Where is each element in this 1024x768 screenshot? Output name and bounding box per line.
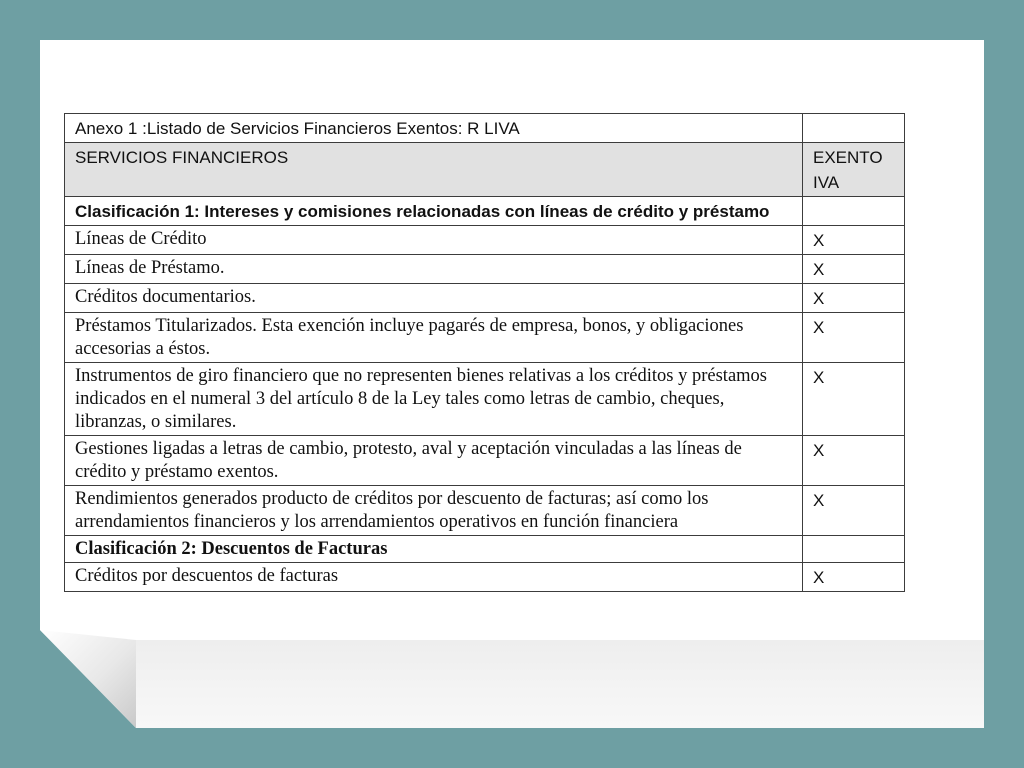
folded-corner (40, 630, 136, 728)
service-label: Instrumentos de giro financiero que no representen bienes relativas a los créditos y préstamos indicados en el numeral 3 del artículo 8 de la Ley tales como letras de cambio, cheques, libranzas, o similares. (65, 363, 803, 436)
service-label: Préstamos Titularizados. Esta exención incluye pagarés de empresa, bonos, y obligaciones accesorias a éstos. (65, 313, 803, 363)
table-row (65, 255, 905, 284)
exempt-mark: X (803, 313, 905, 363)
exempt-mark: X (803, 436, 905, 486)
table-row (65, 363, 905, 436)
classification-1-label: Clasificación 1: Intereses y comisiones relacionadas con líneas de crédito y préstamo (65, 197, 803, 226)
table-title: Anexo 1 :Listado de Servicios Financieros Exentos: R LIVA (65, 114, 803, 143)
classification-2-label: Clasificación 2: Descuentos de Facturas (65, 536, 803, 563)
table-row (65, 284, 905, 313)
table-row (65, 486, 905, 536)
table-title-row (65, 114, 905, 143)
header-services: SERVICIOS FINANCIEROS (65, 143, 803, 197)
service-label: Créditos documentarios. (65, 284, 803, 313)
table-row (65, 436, 905, 486)
service-label: Líneas de Préstamo. (65, 255, 803, 284)
service-label: Créditos por descuentos de facturas (65, 563, 803, 592)
table-row (65, 536, 905, 563)
paper-shadow (136, 640, 984, 728)
exempt-mark (803, 536, 905, 563)
exempt-mark: X (803, 363, 905, 436)
exempt-mark (803, 197, 905, 226)
table-header-row (65, 143, 905, 197)
table-row (65, 197, 905, 226)
exempt-mark: X (803, 226, 905, 255)
exempt-mark: X (803, 255, 905, 284)
exempt-mark: X (803, 563, 905, 592)
table-row (65, 313, 905, 363)
table-row (65, 563, 905, 592)
service-label: Gestiones ligadas a letras de cambio, protesto, aval y aceptación vinculadas a las líneas de crédito y préstamo exentos. (65, 436, 803, 486)
service-label: Rendimientos generados producto de créditos por descuento de facturas; así como los arrendamientos financieros y los arrendamientos operativos en función financiera (65, 486, 803, 536)
service-label: Líneas de Crédito (65, 226, 803, 255)
exempt-services-table (64, 113, 905, 592)
table-row (65, 226, 905, 255)
header-exempt-iva: EXENTO IVA (803, 143, 905, 197)
exempt-mark: X (803, 284, 905, 313)
table-title-empty-cell (803, 114, 905, 143)
exempt-mark: X (803, 486, 905, 536)
